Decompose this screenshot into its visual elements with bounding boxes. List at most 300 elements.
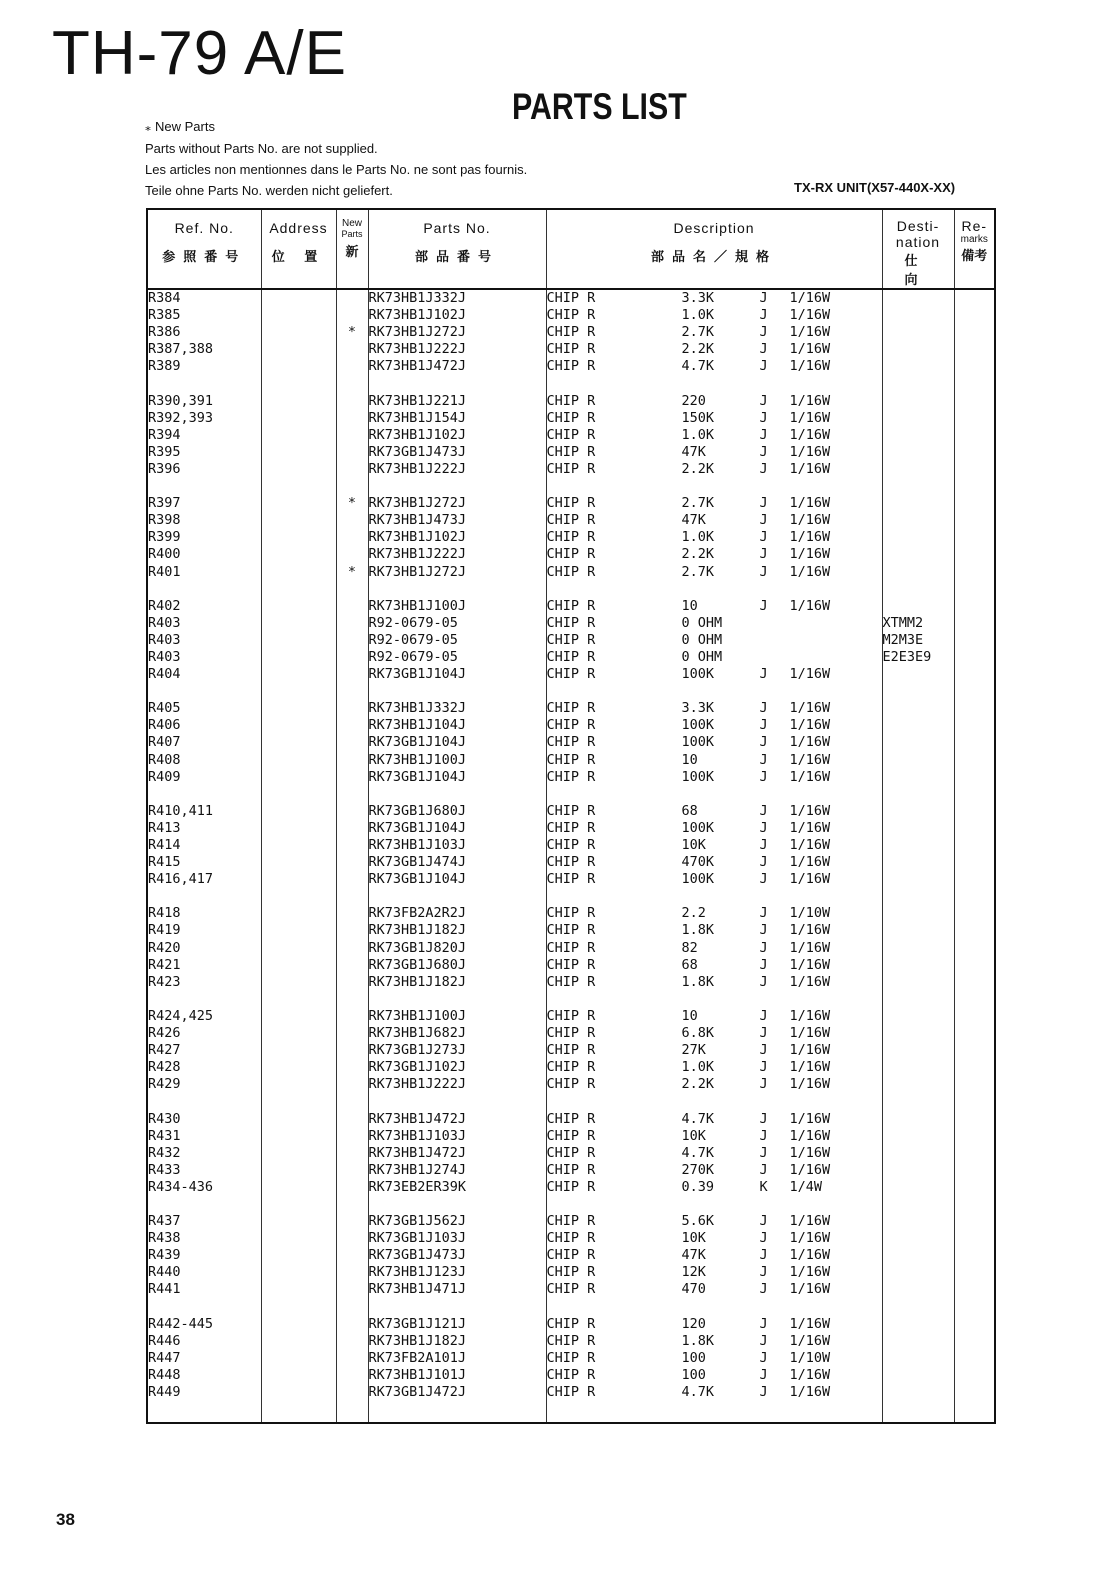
desc-tolerance: J — [759, 1264, 768, 1281]
description — [547, 1367, 882, 1384]
desc-value: 2.2K — [681, 341, 715, 358]
desc-value: 1.8K — [681, 973, 715, 990]
description — [547, 564, 882, 581]
part-no: RK73HB1J104J — [368, 717, 467, 734]
desc-tolerance: J — [759, 922, 768, 939]
new-part-marker — [337, 598, 368, 615]
address — [262, 1008, 336, 1025]
group-spacer — [955, 1196, 995, 1213]
desc-wattage: 1/16W — [789, 1025, 831, 1042]
ref-no: R401 — [148, 563, 181, 580]
ref-no: R404 — [148, 666, 181, 683]
destination — [883, 1350, 954, 1367]
desc-tolerance: J — [759, 1059, 768, 1076]
desc-value: 68 — [681, 956, 698, 973]
remarks — [955, 341, 995, 358]
ref-no: R419 — [148, 922, 181, 939]
description — [547, 871, 882, 888]
new-part-marker — [337, 957, 368, 974]
desc-wattage: 1/10W — [789, 905, 831, 922]
part-no: R92-0679-05 — [368, 648, 458, 665]
desc-wattage: 1/16W — [789, 290, 831, 306]
desc-value: 2.2 — [681, 905, 706, 922]
table-body-row — [147, 289, 995, 1423]
desc-name: CHIP R — [546, 290, 596, 306]
desc-wattage: 1/4W — [789, 1178, 823, 1195]
desc-value: 10 — [681, 1007, 698, 1024]
part-no: RK73FB2A101J — [368, 1349, 467, 1366]
ref-no: R418 — [148, 905, 181, 922]
ref-no: R415 — [148, 854, 181, 871]
description — [547, 615, 882, 632]
desc-wattage: 1/16W — [789, 1213, 831, 1230]
desc-name: CHIP R — [546, 734, 596, 751]
remarks — [955, 598, 995, 615]
desc-tolerance: J — [759, 905, 768, 922]
group-spacer — [955, 478, 995, 495]
remarks — [955, 1384, 995, 1401]
new-part-marker — [337, 1281, 368, 1298]
desc-tolerance: J — [759, 1332, 768, 1349]
address — [262, 615, 336, 632]
description — [547, 700, 882, 717]
new-part-marker — [337, 529, 368, 546]
desc-tolerance: J — [759, 1144, 768, 1161]
desc-wattage: 1/16W — [789, 597, 831, 614]
remarks — [955, 974, 995, 991]
desc-value: 5.6K — [681, 1213, 715, 1230]
address — [262, 1367, 336, 1384]
new-part-marker — [337, 290, 368, 307]
ref-no: R433 — [148, 1161, 181, 1178]
address — [262, 444, 336, 461]
new-part-marker — [337, 1179, 368, 1196]
new-part-marker — [337, 854, 368, 871]
desc-name: CHIP R — [546, 1025, 596, 1042]
group-spacer — [883, 991, 954, 1008]
ref-no: R408 — [148, 751, 181, 768]
group-spacer — [369, 581, 546, 598]
desc-value: 0 OHM — [681, 614, 723, 631]
description — [547, 598, 882, 615]
address — [262, 1384, 336, 1401]
new-part-marker — [337, 837, 368, 854]
remarks — [955, 461, 995, 478]
description — [547, 1247, 882, 1264]
destination — [883, 564, 954, 581]
desc-value: 100K — [681, 768, 715, 785]
desc-value: 270K — [681, 1161, 715, 1178]
group-spacer — [337, 375, 368, 392]
desc-name: CHIP R — [546, 1007, 596, 1024]
desc-wattage: 1/16W — [789, 1332, 831, 1349]
desc-value: 4.7K — [681, 1110, 715, 1127]
new-part-marker — [337, 546, 368, 563]
destination — [883, 957, 954, 974]
desc-wattage: 1/16W — [789, 307, 831, 324]
group-spacer — [547, 581, 882, 598]
destination — [883, 1213, 954, 1230]
desc-value: 47K — [681, 512, 706, 529]
group-spacer — [883, 1299, 954, 1316]
address — [262, 410, 336, 427]
desc-name: CHIP R — [546, 358, 596, 375]
part-no: RK73HB1J221J — [368, 392, 467, 409]
desc-value: 4.7K — [681, 1144, 715, 1161]
part-no: RK73GB1J104J — [368, 666, 467, 683]
new-part-marker — [337, 1350, 368, 1367]
group-spacer — [883, 1093, 954, 1110]
remarks — [955, 495, 995, 512]
new-column — [336, 289, 368, 1423]
desc-wattage: 1/16W — [789, 922, 831, 939]
remarks — [955, 410, 995, 427]
description — [547, 1264, 882, 1281]
ref-no: R407 — [148, 734, 181, 751]
desc-wattage: 1/16W — [789, 1281, 831, 1298]
new-part-marker — [337, 922, 368, 939]
model-title: TH-79 A/E — [52, 19, 347, 88]
ref-no: R403 — [148, 648, 181, 665]
new-part-marker — [337, 666, 368, 683]
desc-wattage: 1/16W — [789, 426, 831, 443]
desc-value: 2.2K — [681, 460, 715, 477]
new-part-marker — [337, 1025, 368, 1042]
ref-no: R398 — [148, 512, 181, 529]
col-remarks: Re- marks 備考 — [954, 209, 995, 289]
address — [262, 974, 336, 991]
part-no: RK73GB1J680J — [368, 956, 467, 973]
remarks — [955, 700, 995, 717]
remarks — [955, 427, 995, 444]
group-spacer — [337, 786, 368, 803]
col-description: Description 部品名／規格 — [546, 209, 882, 289]
group-spacer — [337, 1196, 368, 1213]
desc-wattage: 1/16W — [789, 717, 831, 734]
description — [547, 427, 882, 444]
desc-value: 1.8K — [681, 922, 715, 939]
desc-name: CHIP R — [546, 854, 596, 871]
ref-no: R410,411 — [148, 802, 214, 819]
address — [262, 905, 336, 922]
desc-name: CHIP R — [546, 631, 596, 648]
remarks — [955, 1213, 995, 1230]
description — [547, 461, 882, 478]
desc-wattage: 1/16W — [789, 1127, 831, 1144]
desc-wattage: 1/16W — [789, 1076, 831, 1093]
group-spacer — [337, 683, 368, 700]
description — [547, 734, 882, 751]
desc-wattage: 1/16W — [789, 1144, 831, 1161]
group-spacer — [547, 683, 882, 700]
description — [547, 1162, 882, 1179]
desc-tolerance: J — [759, 307, 768, 324]
description — [547, 1230, 882, 1247]
desc-name: CHIP R — [546, 1178, 596, 1195]
group-spacer — [547, 375, 882, 392]
address — [262, 854, 336, 871]
part-no: RK73HB1J100J — [368, 597, 467, 614]
new-part-marker — [337, 632, 368, 649]
destination — [883, 546, 954, 563]
new-part-marker — [337, 1111, 368, 1128]
group-spacer — [955, 1299, 995, 1316]
description — [547, 922, 882, 939]
desc-value: 1.0K — [681, 307, 715, 324]
desc-tolerance: J — [759, 1315, 768, 1332]
destination — [883, 324, 954, 341]
description — [547, 1025, 882, 1042]
col-parts-no: Parts No. 部品番号 — [368, 209, 546, 289]
destination — [883, 871, 954, 888]
desc-wattage: 1/16W — [789, 666, 831, 683]
desc-tolerance: J — [759, 443, 768, 460]
group-spacer — [148, 991, 261, 1008]
group-spacer — [955, 581, 995, 598]
group-spacer — [547, 478, 882, 495]
desc-tolerance: J — [759, 854, 768, 871]
remarks — [955, 1367, 995, 1384]
destination — [883, 1128, 954, 1145]
destination — [883, 1384, 954, 1401]
desc-name: CHIP R — [546, 1110, 596, 1127]
part-no: RK73HB1J182J — [368, 1332, 467, 1349]
ref-no: R430 — [148, 1110, 181, 1127]
desc-name: CHIP R — [546, 495, 596, 512]
description-column — [546, 289, 882, 1423]
group-spacer — [369, 478, 546, 495]
group-spacer — [955, 683, 995, 700]
part-no: RK73GB1J104J — [368, 734, 467, 751]
note-line: Teile ohne Parts No. werden nicht geliefert. — [145, 183, 393, 198]
group-spacer — [883, 888, 954, 905]
new-part-marker — [337, 461, 368, 478]
desc-value: 3.3K — [681, 700, 715, 717]
part-no: RK73HB1J274J — [368, 1161, 467, 1178]
desc-value: 470K — [681, 854, 715, 871]
ref-column — [147, 289, 261, 1423]
ref-no: R428 — [148, 1059, 181, 1076]
description — [547, 529, 882, 546]
new-part-marker — [337, 307, 368, 324]
desc-wattage: 1/16W — [789, 341, 831, 358]
desc-wattage: 1/16W — [789, 324, 831, 341]
description — [547, 1213, 882, 1230]
new-part-marker — [337, 974, 368, 991]
description — [547, 940, 882, 957]
destination — [883, 1162, 954, 1179]
remarks — [955, 1128, 995, 1145]
address — [262, 734, 336, 751]
parts-table — [146, 208, 996, 1424]
desc-wattage: 1/16W — [789, 1264, 831, 1281]
destination — [883, 1264, 954, 1281]
group-spacer — [369, 683, 546, 700]
group-spacer — [148, 478, 261, 495]
desc-name: CHIP R — [546, 956, 596, 973]
desc-tolerance: J — [759, 1366, 768, 1383]
part-no: RK73HB1J102J — [368, 307, 467, 324]
address — [262, 752, 336, 769]
group-spacer — [955, 888, 995, 905]
destination — [883, 1281, 954, 1298]
address — [262, 1179, 336, 1196]
remarks — [955, 940, 995, 957]
description — [547, 341, 882, 358]
ref-no: R440 — [148, 1264, 181, 1281]
desc-value: 120 — [681, 1315, 706, 1332]
destination — [883, 854, 954, 871]
part-no: RK73GB1J121J — [368, 1315, 467, 1332]
part-no: RK73GB1J102J — [368, 1059, 467, 1076]
destination — [883, 341, 954, 358]
description — [547, 974, 882, 991]
ref-no: R409 — [148, 768, 181, 785]
ref-no: R441 — [148, 1281, 181, 1298]
description — [547, 854, 882, 871]
desc-tolerance: J — [759, 1281, 768, 1298]
desc-tolerance: J — [759, 1076, 768, 1093]
new-part-marker — [337, 358, 368, 375]
desc-wattage: 1/16W — [789, 495, 831, 512]
address — [262, 1230, 336, 1247]
desc-name: CHIP R — [546, 529, 596, 546]
new-part-marker — [337, 1213, 368, 1230]
desc-tolerance: J — [759, 1161, 768, 1178]
ref-no: R438 — [148, 1230, 181, 1247]
part-no: RK73HB1J222J — [368, 460, 467, 477]
desc-tolerance: J — [759, 409, 768, 426]
destination — [883, 1179, 954, 1196]
desc-name: CHIP R — [546, 1127, 596, 1144]
desc-name: CHIP R — [546, 1161, 596, 1178]
desc-value: 2.7K — [681, 324, 715, 341]
desc-value: 100 — [681, 1349, 706, 1366]
ref-no: R431 — [148, 1127, 181, 1144]
description — [547, 1179, 882, 1196]
desc-tolerance: J — [759, 734, 768, 751]
new-part-marker — [337, 1076, 368, 1093]
part-no: RK73HB1J100J — [368, 751, 467, 768]
new-part-marker — [337, 803, 368, 820]
ref-no: R385 — [148, 307, 181, 324]
part-no: RK73HB1J222J — [368, 546, 467, 563]
description — [547, 752, 882, 769]
desc-tolerance: J — [759, 1247, 768, 1264]
desc-value: 6.8K — [681, 1025, 715, 1042]
new-part-marker: * — [347, 563, 357, 580]
ref-no: R429 — [148, 1076, 181, 1093]
address-column — [261, 289, 336, 1423]
group-spacer — [148, 1196, 261, 1213]
description — [547, 1145, 882, 1162]
remarks — [955, 1162, 995, 1179]
new-part-marker — [337, 393, 368, 410]
destination — [883, 1076, 954, 1093]
new-part-marker — [337, 940, 368, 957]
desc-tolerance: J — [759, 426, 768, 443]
ref-no: R413 — [148, 819, 181, 836]
ref-no: R427 — [148, 1042, 181, 1059]
new-part-marker — [337, 1367, 368, 1384]
remarks — [955, 854, 995, 871]
ref-no: R384 — [148, 290, 181, 306]
destination: XTMM2 — [882, 614, 924, 631]
destination — [883, 427, 954, 444]
remarks — [955, 1316, 995, 1333]
part-no: RK73GB1J680J — [368, 802, 467, 819]
address — [262, 393, 336, 410]
group-spacer — [547, 991, 882, 1008]
part-no: RK73HB1J272J — [368, 495, 467, 512]
desc-tolerance: J — [759, 939, 768, 956]
desc-name: CHIP R — [546, 700, 596, 717]
remarks — [955, 752, 995, 769]
address — [262, 1042, 336, 1059]
desc-value: 10K — [681, 837, 706, 853]
group-spacer — [148, 375, 261, 392]
desc-value: 3.3K — [681, 290, 715, 306]
desc-name: CHIP R — [546, 409, 596, 426]
desc-name: CHIP R — [546, 1042, 596, 1059]
ref-no: R403 — [148, 614, 181, 631]
desc-name: CHIP R — [546, 512, 596, 529]
destination — [883, 820, 954, 837]
group-spacer — [148, 683, 261, 700]
col-address: Address 位 置 — [261, 209, 336, 289]
desc-tolerance: J — [759, 1213, 768, 1230]
ref-no: R423 — [148, 973, 181, 990]
desc-value: 10 — [681, 597, 698, 614]
part-no: RK73HB1J182J — [368, 973, 467, 990]
part-no: RK73GB1J472J — [368, 1384, 467, 1400]
group-spacer — [337, 1299, 368, 1316]
desc-name: CHIP R — [546, 460, 596, 477]
remarks — [955, 1230, 995, 1247]
new-part-marker — [337, 734, 368, 751]
description — [547, 820, 882, 837]
desc-value: 10 — [681, 751, 698, 768]
address — [262, 717, 336, 734]
part-no: RK73HB1J272J — [368, 563, 467, 580]
ref-no: R432 — [148, 1144, 181, 1161]
remarks — [955, 512, 995, 529]
group-spacer — [262, 478, 336, 495]
description — [547, 666, 882, 683]
destination — [883, 940, 954, 957]
group-spacer — [262, 1196, 336, 1213]
desc-value: 12K — [681, 1264, 706, 1281]
remarks — [955, 564, 995, 581]
description — [547, 905, 882, 922]
remarks — [955, 1247, 995, 1264]
description — [547, 1076, 882, 1093]
new-part-marker — [337, 700, 368, 717]
address — [262, 1059, 336, 1076]
desc-value: 100K — [681, 666, 715, 683]
desc-wattage: 1/16W — [789, 1059, 831, 1076]
description — [547, 1111, 882, 1128]
group-spacer — [337, 581, 368, 598]
address — [262, 1145, 336, 1162]
remarks — [955, 1281, 995, 1298]
desc-tolerance: J — [759, 1384, 768, 1400]
desc-name: CHIP R — [546, 871, 596, 888]
desc-tolerance: J — [759, 717, 768, 734]
description — [547, 495, 882, 512]
desc-tolerance: J — [759, 666, 768, 683]
destination — [883, 290, 954, 307]
